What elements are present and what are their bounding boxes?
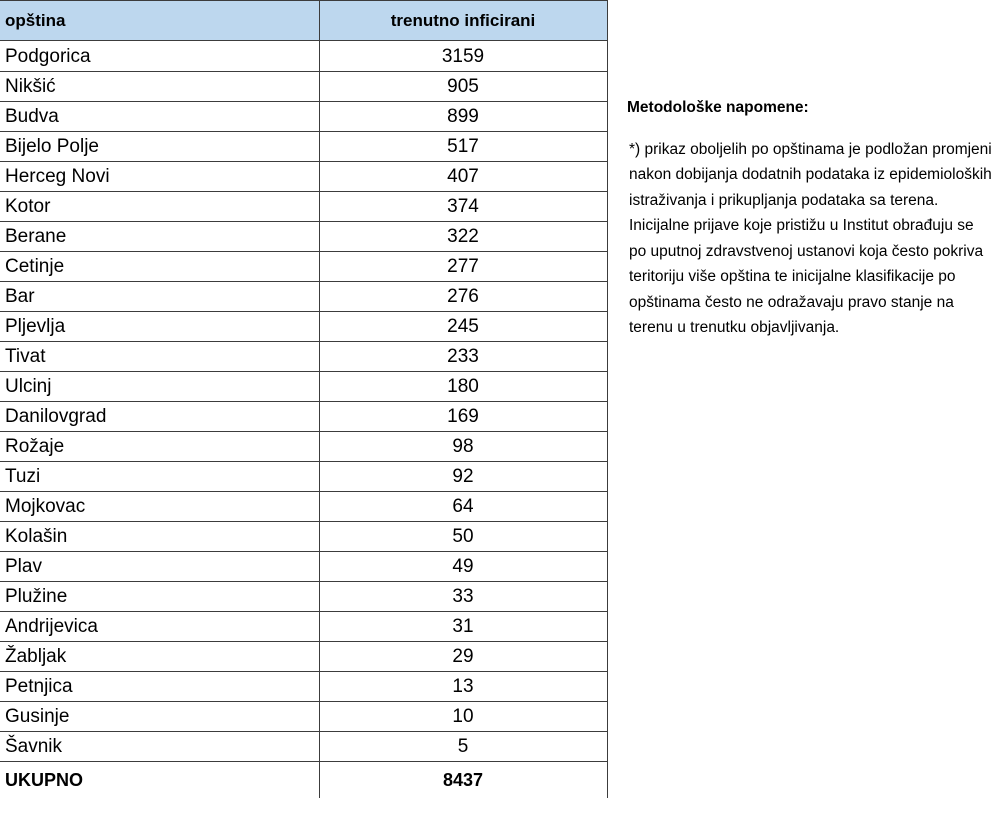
table-row (0, 672, 607, 702)
municipality-name: Pljevlja (0, 312, 319, 342)
table-row (0, 222, 607, 252)
table-row (0, 132, 607, 162)
table-row (0, 162, 607, 192)
table-body (0, 41, 607, 762)
table-row (0, 192, 607, 222)
infected-count: 50 (319, 522, 607, 552)
infected-count: 10 (319, 702, 607, 732)
infected-count: 517 (319, 132, 607, 162)
infected-count: 169 (319, 402, 607, 432)
municipality-name: Budva (0, 102, 319, 132)
total-value: 8437 (319, 762, 607, 799)
table-row (0, 702, 607, 732)
municipality-name: Podgorica (0, 41, 319, 72)
total-row (0, 762, 607, 799)
table-row (0, 612, 607, 642)
municipality-name: Bijelo Polje (0, 132, 319, 162)
infected-count: 407 (319, 162, 607, 192)
infected-count: 33 (319, 582, 607, 612)
municipality-name: Cetinje (0, 252, 319, 282)
table-row (0, 342, 607, 372)
notes-body: *) prikaz oboljelih po opštinama je podložan promjeni nakon dobijanja dodatnih podataka iz epidemioloških istraživanja i prikupljanja podataka sa terena. Inicijalne prijave koje pristižu u Institut obrađuju se po uputnoj zdravstvenoj ustanovi koja često pokriva teritoriju više opština te inicijalne klasifikacije po opštinama često ne odražavaju pravo stanje na terenu u trenutku objavljivanja. (629, 140, 992, 336)
municipality-name: Gusinje (0, 702, 319, 732)
table-row (0, 102, 607, 132)
table-row (0, 552, 607, 582)
municipality-name: Bar (0, 282, 319, 312)
municipality-name: Žabljak (0, 642, 319, 672)
infected-count: 49 (319, 552, 607, 582)
infected-count: 13 (319, 672, 607, 702)
infected-count: 276 (319, 282, 607, 312)
municipality-name: Tivat (0, 342, 319, 372)
infected-count: 180 (319, 372, 607, 402)
municipality-name: Kotor (0, 192, 319, 222)
infected-count: 31 (319, 612, 607, 642)
infected-count: 92 (319, 462, 607, 492)
infected-count: 374 (319, 192, 607, 222)
infected-count: 245 (319, 312, 607, 342)
municipality-name: Plav (0, 552, 319, 582)
total-label: UKUPNO (0, 762, 319, 799)
infected-count: 277 (319, 252, 607, 282)
table-row (0, 432, 607, 462)
table-row (0, 582, 607, 612)
infected-count: 3159 (319, 41, 607, 72)
table-row (0, 312, 607, 342)
municipality-name: Plužine (0, 582, 319, 612)
municipality-name: Petnjica (0, 672, 319, 702)
infected-count: 5 (319, 732, 607, 762)
municipality-name: Kolašin (0, 522, 319, 552)
table-row (0, 462, 607, 492)
municipality-name: Ulcinj (0, 372, 319, 402)
infected-count: 64 (319, 492, 607, 522)
infected-count: 899 (319, 102, 607, 132)
infected-count: 98 (319, 432, 607, 462)
municipality-name: Andrijevica (0, 612, 319, 642)
table-row (0, 282, 607, 312)
municipality-name: Nikšić (0, 72, 319, 102)
column-header-currently-infected: trenutno inficirani (319, 1, 607, 41)
table-row (0, 372, 607, 402)
methodological-notes (627, 95, 995, 341)
infected-count: 905 (319, 72, 607, 102)
table-header-row (0, 1, 607, 41)
municipality-name: Tuzi (0, 462, 319, 492)
table-row (0, 41, 607, 72)
infected-count: 29 (319, 642, 607, 672)
municipality-name: Šavnik (0, 732, 319, 762)
notes-title: Metodološke napomene: (627, 99, 809, 116)
infected-count: 322 (319, 222, 607, 252)
municipality-name: Mojkovac (0, 492, 319, 522)
infected-count: 233 (319, 342, 607, 372)
table-row (0, 252, 607, 282)
table-row (0, 642, 607, 672)
table-row (0, 402, 607, 432)
table-row (0, 72, 607, 102)
municipality-name: Berane (0, 222, 319, 252)
table-row (0, 522, 607, 552)
municipality-name: Danilovgrad (0, 402, 319, 432)
table-row (0, 732, 607, 762)
municipality-name: Rožaje (0, 432, 319, 462)
municipality-name: Herceg Novi (0, 162, 319, 192)
table-row (0, 492, 607, 522)
column-header-municipality: opština (0, 1, 319, 41)
